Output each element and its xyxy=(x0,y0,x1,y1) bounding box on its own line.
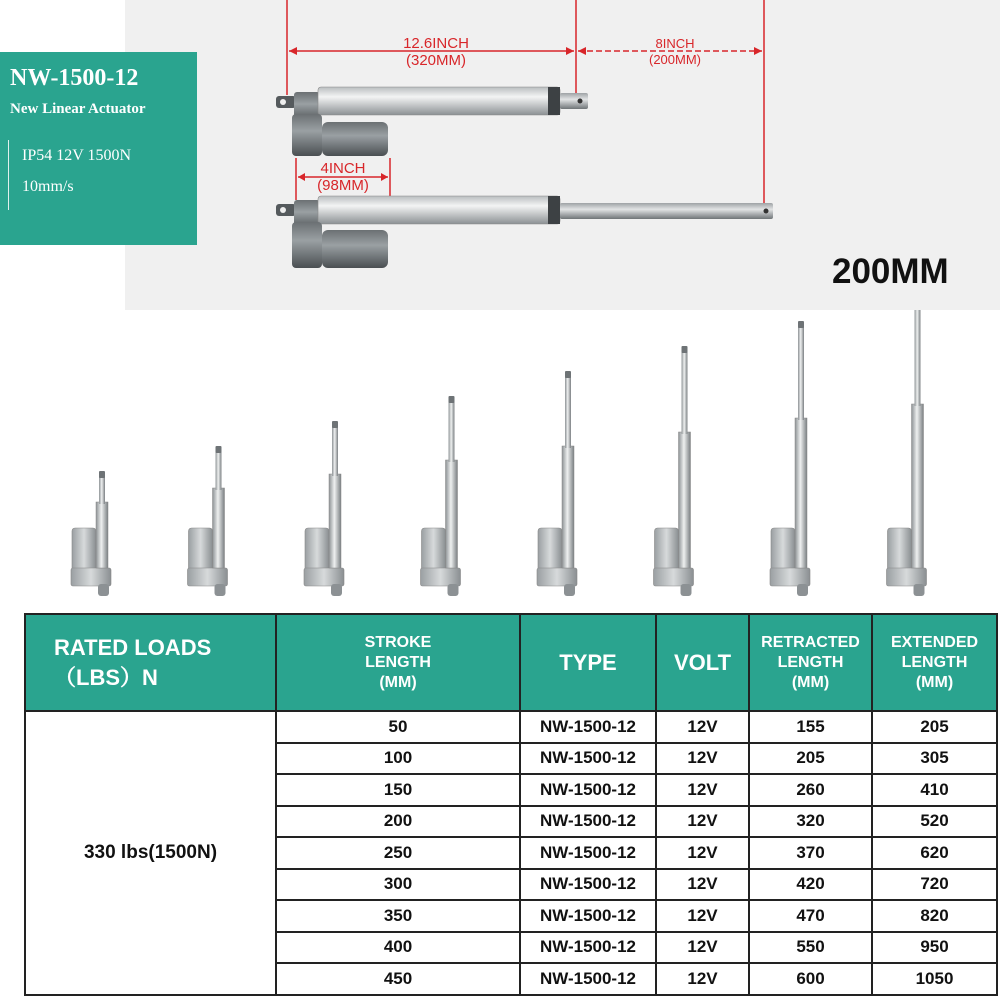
actuator-rod xyxy=(332,427,338,476)
retracted-cell: 370 xyxy=(749,837,872,869)
product-spec-line1: IP54 12V 1500N xyxy=(22,147,132,164)
header-rated-loads-line2: （LBS）N xyxy=(54,664,158,690)
rated-load-cell: 330 lbs(1500N) xyxy=(25,711,276,995)
actuator-rod xyxy=(449,402,455,462)
header-retracted-line2: LENGTH xyxy=(777,653,844,671)
stroke-length-label xyxy=(625,36,725,68)
volt-cell: 12V xyxy=(656,711,749,743)
size-row-actuator xyxy=(887,310,927,596)
retracted-cell: 600 xyxy=(749,963,872,995)
type-cell: NW-1500-12 xyxy=(520,806,656,838)
extended-cell: 820 xyxy=(872,900,997,932)
actuator-rod-end xyxy=(798,321,804,328)
overall-length-label xyxy=(376,35,496,69)
extended-cell: 520 xyxy=(872,806,997,838)
extended-cell: 205 xyxy=(872,711,997,743)
retracted-cell: 470 xyxy=(749,900,872,932)
actuator-motor xyxy=(189,528,213,572)
motor-length-label xyxy=(298,160,388,194)
stroke-cell: 450 xyxy=(276,963,520,995)
type-cell: NW-1500-12 xyxy=(520,743,656,775)
header-volt: VOLT xyxy=(656,614,749,711)
actuator-rod xyxy=(798,327,804,420)
actuator-clevis xyxy=(331,584,342,596)
actuator-tube xyxy=(446,460,458,568)
actuator-tube xyxy=(562,446,574,568)
retracted-cell: 260 xyxy=(749,774,872,806)
motor-length-mm: (98MM) xyxy=(317,177,369,194)
actuator-clevis xyxy=(564,584,575,596)
header-retracted-line3: (MM) xyxy=(791,673,830,691)
extended-cell: 410 xyxy=(872,774,997,806)
actuator-tube xyxy=(213,488,225,568)
spec-table-header xyxy=(25,614,997,711)
actuator-rod-end xyxy=(99,471,105,478)
actuator-rod xyxy=(99,477,105,504)
actuator-gearbox xyxy=(654,568,694,586)
motor-length-inch: 4INCH xyxy=(320,160,366,177)
stroke-length-inch: 8INCH xyxy=(655,36,695,51)
actuator-gearbox xyxy=(71,568,111,586)
size-row-actuator xyxy=(770,321,810,596)
retracted-cell: 205 xyxy=(749,743,872,775)
volt-cell: 12V xyxy=(656,774,749,806)
overall-length-mm: (320MM) xyxy=(405,52,466,69)
actuator-rod-end xyxy=(682,346,688,353)
actuator-rod-end xyxy=(332,421,338,428)
actuator-rod xyxy=(216,452,222,490)
size-row-actuator xyxy=(421,396,461,596)
type-cell: NW-1500-12 xyxy=(520,900,656,932)
header-rated-loads-line1: RATED LOADS xyxy=(54,634,212,660)
extended-actuator xyxy=(276,196,773,268)
actuator-rod xyxy=(565,377,571,448)
header-extended-line2: LENGTH xyxy=(901,653,968,671)
actuator-tube xyxy=(795,418,807,568)
product-label-card xyxy=(0,52,197,245)
spec-table xyxy=(24,613,998,996)
size-row-actuator xyxy=(304,421,344,596)
type-cell: NW-1500-12 xyxy=(520,837,656,869)
actuator-rod-end xyxy=(216,446,222,453)
header-stroke-line1: STROKE xyxy=(364,633,432,651)
table-row xyxy=(25,711,997,743)
volt-cell: 12V xyxy=(656,806,749,838)
retracted-actuator xyxy=(276,87,588,156)
actuator-clevis xyxy=(448,584,459,596)
extended-cell: 305 xyxy=(872,743,997,775)
header-extended-line1: EXTENDED xyxy=(890,633,979,651)
actuator-motor xyxy=(72,528,96,572)
actuator-motor xyxy=(305,528,329,572)
actuator-clevis xyxy=(797,584,808,596)
header-extended-line3: (MM) xyxy=(915,673,954,691)
extended-cell: 620 xyxy=(872,837,997,869)
stroke-cell: 300 xyxy=(276,869,520,901)
actuator-gearbox xyxy=(537,568,577,586)
volt-cell: 12V xyxy=(656,963,749,995)
header-stroke-line3: (MM) xyxy=(379,673,417,691)
stroke-cell: 350 xyxy=(276,900,520,932)
header-retracted-length xyxy=(749,614,872,711)
stroke-cell: 100 xyxy=(276,743,520,775)
retracted-cell: 550 xyxy=(749,932,872,964)
type-cell: NW-1500-12 xyxy=(520,869,656,901)
actuator-clevis xyxy=(98,584,109,596)
header-type: TYPE xyxy=(520,614,656,711)
actuator-gearbox xyxy=(887,568,927,586)
actuator-clevis xyxy=(681,584,692,596)
retracted-cell: 155 xyxy=(749,711,872,743)
size-row-actuator xyxy=(654,346,694,596)
header-stroke-length xyxy=(276,614,520,711)
extended-cell: 950 xyxy=(872,932,997,964)
type-cell: NW-1500-12 xyxy=(520,711,656,743)
actuator-tube xyxy=(679,432,691,568)
product-subtitle: New Linear Actuator xyxy=(10,101,146,117)
actuator-motor xyxy=(422,528,446,572)
type-cell: NW-1500-12 xyxy=(520,774,656,806)
volt-cell: 12V xyxy=(656,900,749,932)
stroke-cell: 400 xyxy=(276,932,520,964)
stroke-cell: 200 xyxy=(276,806,520,838)
actuator-rod-end xyxy=(565,371,571,378)
product-specs xyxy=(8,140,131,210)
overall-length-inch: 12.6INCH xyxy=(403,35,469,52)
actuator-tube xyxy=(96,502,108,568)
retracted-cell: 420 xyxy=(749,869,872,901)
product-spec-line2: 10mm/s xyxy=(22,178,74,195)
actuator-motor xyxy=(655,528,679,572)
actuator-gearbox xyxy=(304,568,344,586)
actuator-rod-end xyxy=(449,396,455,403)
header-retracted-line1: RETRACTED xyxy=(761,633,860,651)
type-cell: NW-1500-12 xyxy=(520,932,656,964)
product-model: NW-1500-12 xyxy=(10,65,139,91)
extended-cell: 720 xyxy=(872,869,997,901)
actuator-tube xyxy=(912,404,924,568)
actuator-gearbox xyxy=(188,568,228,586)
size-row-actuator xyxy=(71,471,111,596)
actuator-clevis xyxy=(914,584,925,596)
size-row-actuator xyxy=(188,446,228,596)
header-extended-length xyxy=(872,614,997,711)
actuator-rod xyxy=(682,352,688,434)
actuator-size-row xyxy=(0,310,1000,610)
volt-cell: 12V xyxy=(656,869,749,901)
volt-cell: 12V xyxy=(656,837,749,869)
header-rated-loads xyxy=(25,614,276,711)
volt-cell: 12V xyxy=(656,932,749,964)
header-stroke-line2: LENGTH xyxy=(365,653,431,671)
actuator-tube xyxy=(329,474,341,568)
stroke-cell: 250 xyxy=(276,837,520,869)
actuator-clevis xyxy=(215,584,226,596)
actuator-gearbox xyxy=(770,568,810,586)
actuator-gearbox xyxy=(421,568,461,586)
stroke-length-mm: (200MM) xyxy=(648,52,701,67)
actuator-rod xyxy=(915,310,921,406)
stroke-caption: 200MM xyxy=(832,252,949,291)
volt-cell: 12V xyxy=(656,743,749,775)
stroke-cell: 50 xyxy=(276,711,520,743)
type-cell: NW-1500-12 xyxy=(520,963,656,995)
stroke-cell: 150 xyxy=(276,774,520,806)
size-row-actuator xyxy=(537,371,577,596)
retracted-cell: 320 xyxy=(749,806,872,838)
extended-cell: 1050 xyxy=(872,963,997,995)
actuator-motor xyxy=(771,528,795,572)
actuator-motor xyxy=(538,528,562,572)
actuator-motor xyxy=(888,528,912,572)
